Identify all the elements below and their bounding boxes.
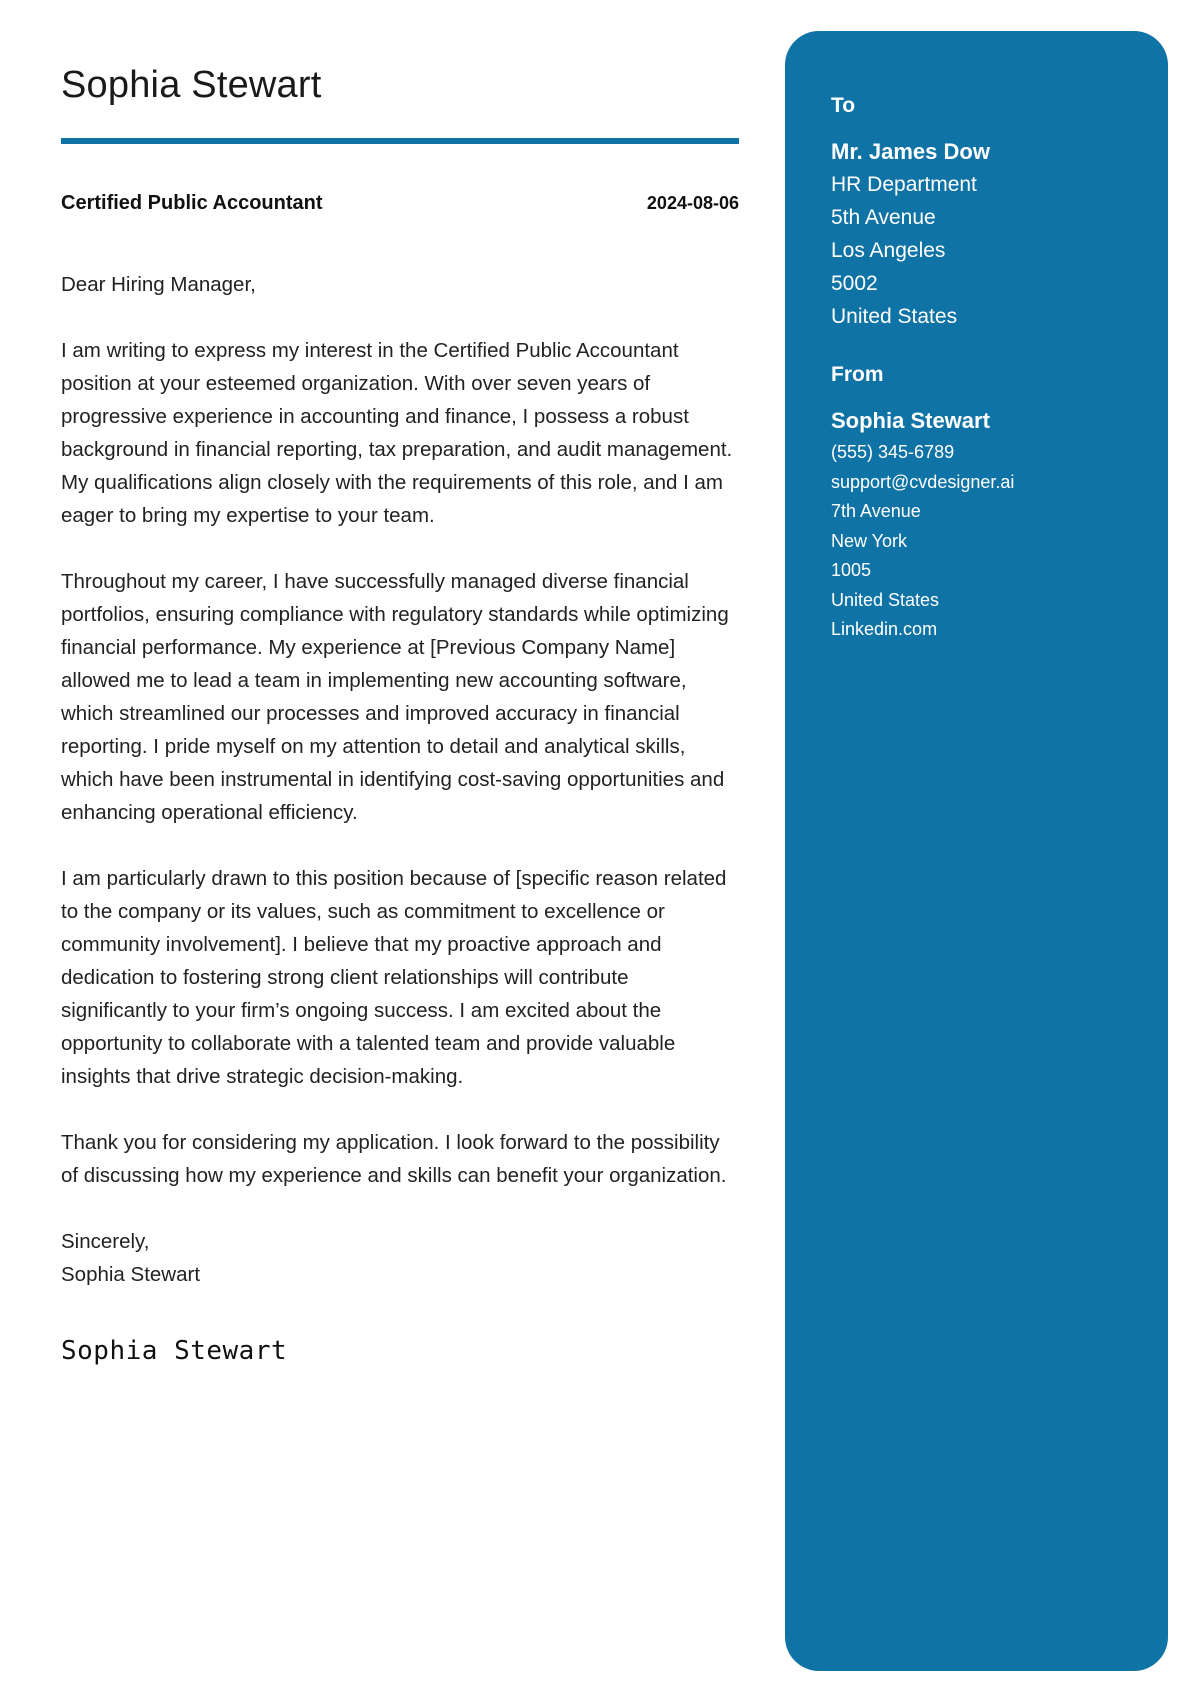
letter-closing [61, 1225, 739, 1291]
sender-country: United States [831, 589, 940, 610]
contact-sidebar [785, 31, 1168, 1671]
sender-website: Linkedin.com [831, 619, 938, 639]
handwritten-signature: Sophia Stewart [61, 1336, 288, 1366]
recipient-zip: 5002 [831, 272, 878, 295]
recipient-street: 5th Avenue [831, 206, 936, 229]
letter-greeting: Dear Hiring Manager, [61, 273, 256, 296]
sender-phone: (555) 345-6789 [831, 442, 955, 462]
job-title: Certified Public Accountant [61, 192, 323, 214]
job-title-row [61, 192, 739, 215]
letter-date: 2024-08-06 [646, 193, 739, 213]
closing-phrase: Sincerely, [61, 1230, 150, 1253]
sender-email: support@cvdesigner.ai [831, 471, 1015, 492]
letter-paragraph: Throughout my career, I have successfully managed diverse financial portfolios, ensuring compliance with regulatory standards while optimizing financial performance. My experience at [Previous Company Name] allowed me to lead a team in implementing new accounting software, which streamlined our processes and improved accuracy in financial reporting. I pride myself on my attention to detail and analytical skills, which have been instrumental in identifying cost-saving opportunities and enhancing operational efficiency. [61, 570, 729, 824]
recipient-department: HR Department [831, 173, 977, 196]
letter-paragraph: I am writing to express my interest in the Certified Public Accountant position at your esteemed organization. With over seven years of progressive experience in accounting and finance, I possess a robust background in financial reporting, tax preparation, and audit management. My qualifications align closely with the requirements of this role, and I am eager to bring my expertise to your team. [61, 339, 733, 527]
from-heading: From [831, 363, 884, 386]
sender-street: 7th Avenue [831, 501, 921, 521]
closing-name: Sophia Stewart [61, 1263, 201, 1286]
letter-paragraph: I am particularly drawn to this position because of [specific reason related to the company or its values, such as commitment to excellence or community involvement]. I believe that my proactive approach and dedication to fostering strong client relationships will contribute significantly to your firm’s ongoing success. I am excited about the opportunity to collaborate with a talented team and provide valuable insights that drive strategic decision-making. [61, 867, 727, 1088]
to-heading: To [831, 94, 856, 117]
sender-city: New York [831, 530, 908, 551]
recipient-country: United States [831, 305, 958, 328]
recipient-name: Mr. James Dow [831, 139, 990, 164]
sender-zip: 1005 [831, 560, 872, 580]
letter-body [61, 268, 739, 1291]
letter-paragraph: Thank you for considering my application. I look forward to the possibility of discussing how my experience and skills can benefit your organization. [61, 1131, 727, 1187]
accent-divider [61, 138, 739, 144]
sender-name: Sophia Stewart [831, 408, 990, 433]
recipient-city: Los Angeles [831, 239, 946, 262]
applicant-name: Sophia Stewart [61, 64, 322, 106]
